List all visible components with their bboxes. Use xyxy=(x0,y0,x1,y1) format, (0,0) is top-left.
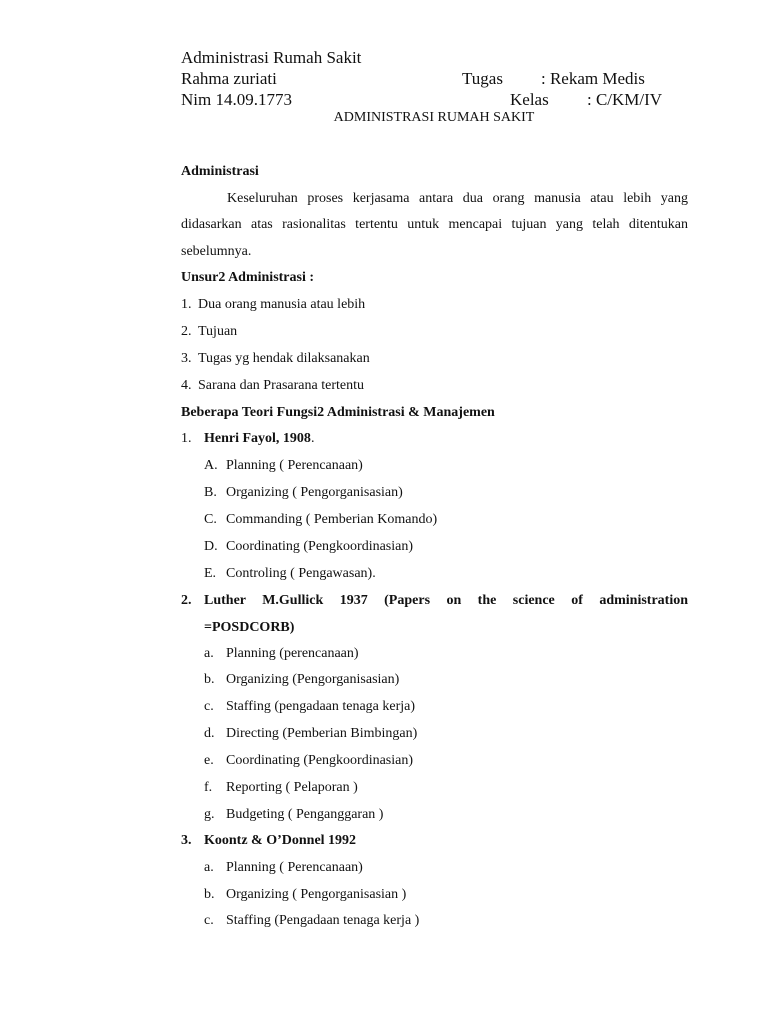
item-text: Staffing (pengadaan tenaga kerja) xyxy=(226,699,416,714)
item-text: Commanding ( Pemberian Komando) xyxy=(226,512,438,527)
item-text: Reporting ( Pelaporan ) xyxy=(226,780,358,795)
item-text: Coordinating (Pengkoordinasian) xyxy=(226,753,414,768)
list-item-number: 2. xyxy=(181,324,192,339)
item-text: Planning ( Perencanaan) xyxy=(226,860,363,875)
item-letter: a. xyxy=(204,646,214,661)
student-nim: Nim 14.09.1773 xyxy=(181,90,292,109)
item-letter: c. xyxy=(204,913,214,928)
item-letter: B. xyxy=(204,485,217,500)
item-letter: D. xyxy=(204,539,218,554)
theory-title: Koontz & O’Donnel 1992 xyxy=(204,833,357,848)
list-item-number: 3. xyxy=(181,351,192,366)
section-heading: Administrasi xyxy=(181,164,259,179)
definition-line-3: sebelumnya. xyxy=(181,244,252,259)
item-text: Organizing (Pengorganisasian) xyxy=(226,672,400,687)
item-letter: e. xyxy=(204,753,214,768)
student-name: Rahma zuriati xyxy=(181,69,277,88)
list-item-number: 1. xyxy=(181,297,192,312)
list-item-text: Tugas yg hendak dilaksanakan xyxy=(198,351,370,366)
item-text: Coordinating (Pengkoordinasian) xyxy=(226,539,414,554)
theories-heading: Beberapa Teori Fungsi2 Administrasi & Manajemen xyxy=(181,405,495,420)
item-letter: b. xyxy=(204,887,215,902)
item-text: Controling ( Pengawasan). xyxy=(226,566,376,581)
tugas-value: : Rekam Medis xyxy=(541,69,645,88)
item-letter: C. xyxy=(204,512,217,527)
item-text: Budgeting ( Penganggaran ) xyxy=(226,807,384,822)
tugas-label: Tugas xyxy=(462,69,503,88)
list-item-text: Sarana dan Prasarana tertentu xyxy=(198,378,364,393)
definition-line-1: Keseluruhan proses kerjasama antara dua orang manusia atau lebih yang xyxy=(227,191,688,206)
kelas-value: : C/KM/IV xyxy=(587,90,663,109)
item-letter: a. xyxy=(204,860,214,875)
item-letter: E. xyxy=(204,566,217,581)
kelas-label: Kelas xyxy=(510,90,549,109)
item-letter: b. xyxy=(204,672,215,687)
item-letter: d. xyxy=(204,726,215,741)
item-text: Organizing ( Pengorganisasian) xyxy=(226,485,403,500)
page-title: ADMINISTRASI RUMAH SAKIT xyxy=(333,110,535,125)
item-letter: g. xyxy=(204,807,215,822)
item-text: Staffing (Pengadaan tenaga kerja ) xyxy=(226,913,420,928)
course-name: Administrasi Rumah Sakit xyxy=(181,48,362,67)
theory-number: 3. xyxy=(181,833,192,848)
item-letter: c. xyxy=(204,699,214,714)
unsur-heading: Unsur2 Administrasi : xyxy=(181,270,315,285)
item-text: Planning ( Perencanaan) xyxy=(226,458,363,473)
theory-title-line-1: Luther M.Gullick 1937 (Papers on the science of administration xyxy=(204,593,688,608)
theory-title: Henri Fayol, 1908. xyxy=(204,431,315,446)
item-text: Planning (perencanaan) xyxy=(226,646,359,661)
theory-number: 2. xyxy=(181,593,192,608)
theory-title-line-2: =POSDCORB) xyxy=(204,620,295,635)
item-text: Organizing ( Pengorganisasian ) xyxy=(226,887,407,902)
list-item-text: Dua orang manusia atau lebih xyxy=(198,297,366,312)
list-item-number: 4. xyxy=(181,378,192,393)
definition-line-2: didasarkan atas rasionalitas tertentu untuk mencapai tujuan yang telah ditentukan xyxy=(181,217,688,232)
item-letter: A. xyxy=(204,458,218,473)
theory-number: 1. xyxy=(181,431,192,446)
item-text: Directing (Pemberian Bimbingan) xyxy=(226,726,418,741)
item-letter: f. xyxy=(204,780,213,795)
list-item-text: Tujuan xyxy=(198,324,238,339)
